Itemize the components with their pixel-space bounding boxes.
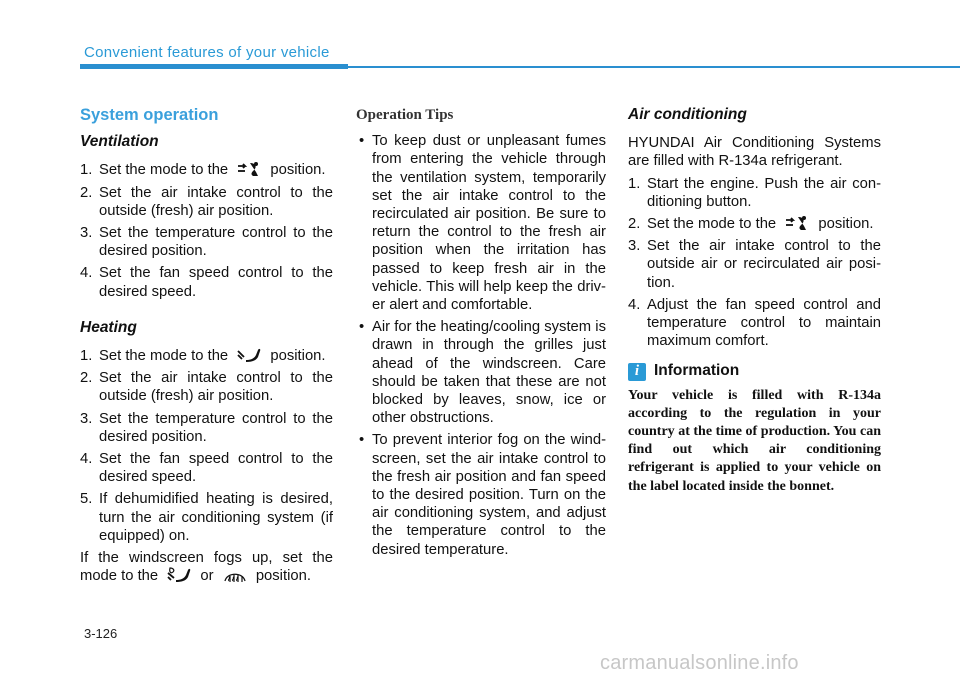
step-text: Set the air intake control to the outside (fresh) air position. xyxy=(99,184,333,219)
list-item xyxy=(80,490,333,545)
heating-steps xyxy=(80,347,333,545)
step-number: 1. xyxy=(628,175,641,192)
list-item xyxy=(356,132,606,314)
section-title-system-operation: System operation xyxy=(80,106,219,124)
bullet: • xyxy=(359,133,365,150)
step-number: 3. xyxy=(80,410,93,427)
floor-defrost-mode-icon xyxy=(166,567,192,583)
ventilation-steps xyxy=(80,161,333,300)
step-text: Set the fan speed control to the desired speed. xyxy=(99,265,333,300)
information-title: Information xyxy=(654,362,740,380)
step-text: Set the air intake control to the outside air or recirculated air posi-tion. xyxy=(647,238,881,291)
list-item xyxy=(80,161,333,179)
fog-note xyxy=(80,549,333,585)
step-number: 4. xyxy=(628,296,641,313)
list-item xyxy=(628,215,881,233)
list-item xyxy=(356,318,606,427)
step-number: 2. xyxy=(80,184,93,201)
step-number: 2. xyxy=(628,216,641,233)
step-text: Adjust the fan speed control and temperature control to maintain maximum comfort. xyxy=(647,296,881,350)
list-item xyxy=(80,184,333,220)
list-item xyxy=(80,369,333,405)
step-number: 1. xyxy=(80,162,93,179)
step-number: 3. xyxy=(628,238,641,255)
vent-face-mode-icon xyxy=(784,215,810,231)
information-header xyxy=(628,362,881,380)
column-system-operation xyxy=(80,106,333,589)
floor-mode-icon xyxy=(236,347,262,363)
subheading-air-conditioning: Air conditioning xyxy=(628,106,747,123)
operation-tips-title: Operation Tips xyxy=(356,107,454,123)
subheading-ventilation: Ventilation xyxy=(80,133,159,151)
list-item xyxy=(80,410,333,446)
step-text: If dehumidified heating is desired, turn the air conditioning system (if equipped) on. xyxy=(99,491,333,544)
subheading-heating: Heating xyxy=(80,318,137,336)
step-number: 2. xyxy=(80,370,93,387)
information-text: Your vehicle is filled with R-134a according to the regulation in your country at the time of production. You can find out which air conditioning refrigerant is applied to your vehicle on the label located inside the bonnet. xyxy=(628,387,881,494)
fog-note-text: or xyxy=(200,568,214,585)
fog-note-text: If the windscreen fogs up, set the mode to the xyxy=(80,550,333,585)
step-number: 5. xyxy=(80,491,93,508)
tip-text: Air for the heating/cooling system is drawn in through the grilles just ahead of the windscreen. Care should be taken that these are not blocked by leaves, snow, ice or other obstructions. xyxy=(372,319,606,427)
list-item xyxy=(80,347,333,365)
list-item xyxy=(80,224,333,260)
page-number: 3-126 xyxy=(84,626,118,641)
watermark: carmanualsonline.info xyxy=(600,652,799,674)
step-number: 4. xyxy=(80,265,93,282)
ac-steps xyxy=(628,175,881,351)
step-text: position. xyxy=(818,216,874,233)
step-text: Set the mode to the xyxy=(99,348,229,365)
step-number: 1. xyxy=(80,348,93,365)
step-text: Start the engine. Push the air con-ditioning button. xyxy=(647,175,881,210)
step-text: position. xyxy=(270,348,326,365)
step-text: Set the mode to the xyxy=(647,216,777,233)
vent-face-mode-icon xyxy=(236,161,262,177)
list-item xyxy=(628,296,881,351)
step-text: Set the fan speed control to the desired speed. xyxy=(99,451,333,486)
step-text: Set the temperature control to the desired position. xyxy=(99,410,333,445)
list-item xyxy=(628,175,881,211)
list-item xyxy=(628,237,881,292)
bullet: • xyxy=(359,432,365,449)
column-air-conditioning xyxy=(628,106,881,496)
step-text: Set the air intake control to the outside (fresh) air position. xyxy=(99,370,333,405)
header-title: Convenient features of your vehicle xyxy=(84,44,330,61)
ac-intro: HYUNDAI Air Conditioning Systems are filled with R-134a refrigerant. xyxy=(628,135,881,170)
step-text: Set the temperature control to the desired position. xyxy=(99,225,333,260)
tip-text: To prevent interior fog on the wind-screen, set the air intake control to the fresh air position and fan speed to the desired position. Turn on the air conditioning system, and adjust the temperature control to the desired temperature. xyxy=(372,432,606,558)
bullet: • xyxy=(359,319,365,336)
list-item xyxy=(80,450,333,486)
step-text: position. xyxy=(270,162,326,179)
tip-text: To keep dust or unpleasant fumes from entering the vehicle through the ventilation system, temporarily set the air intake control to the recirculated air position. Be sure to return the control to the fresh air position when the irritation has passed to keep fresh air in the vehicle. This will help keep the driv-er alert and comfortable. xyxy=(372,133,606,314)
column-operation-tips xyxy=(356,106,606,563)
header-rule xyxy=(80,64,960,69)
defrost-mode-icon xyxy=(222,567,248,583)
list-item xyxy=(80,264,333,300)
info-icon: i xyxy=(628,363,646,381)
step-number: 4. xyxy=(80,451,93,468)
step-number: 3. xyxy=(80,225,93,242)
fog-note-text: position. xyxy=(255,568,311,585)
list-item xyxy=(356,431,606,558)
step-text: Set the mode to the xyxy=(99,162,229,179)
operation-tips-list xyxy=(356,132,606,559)
